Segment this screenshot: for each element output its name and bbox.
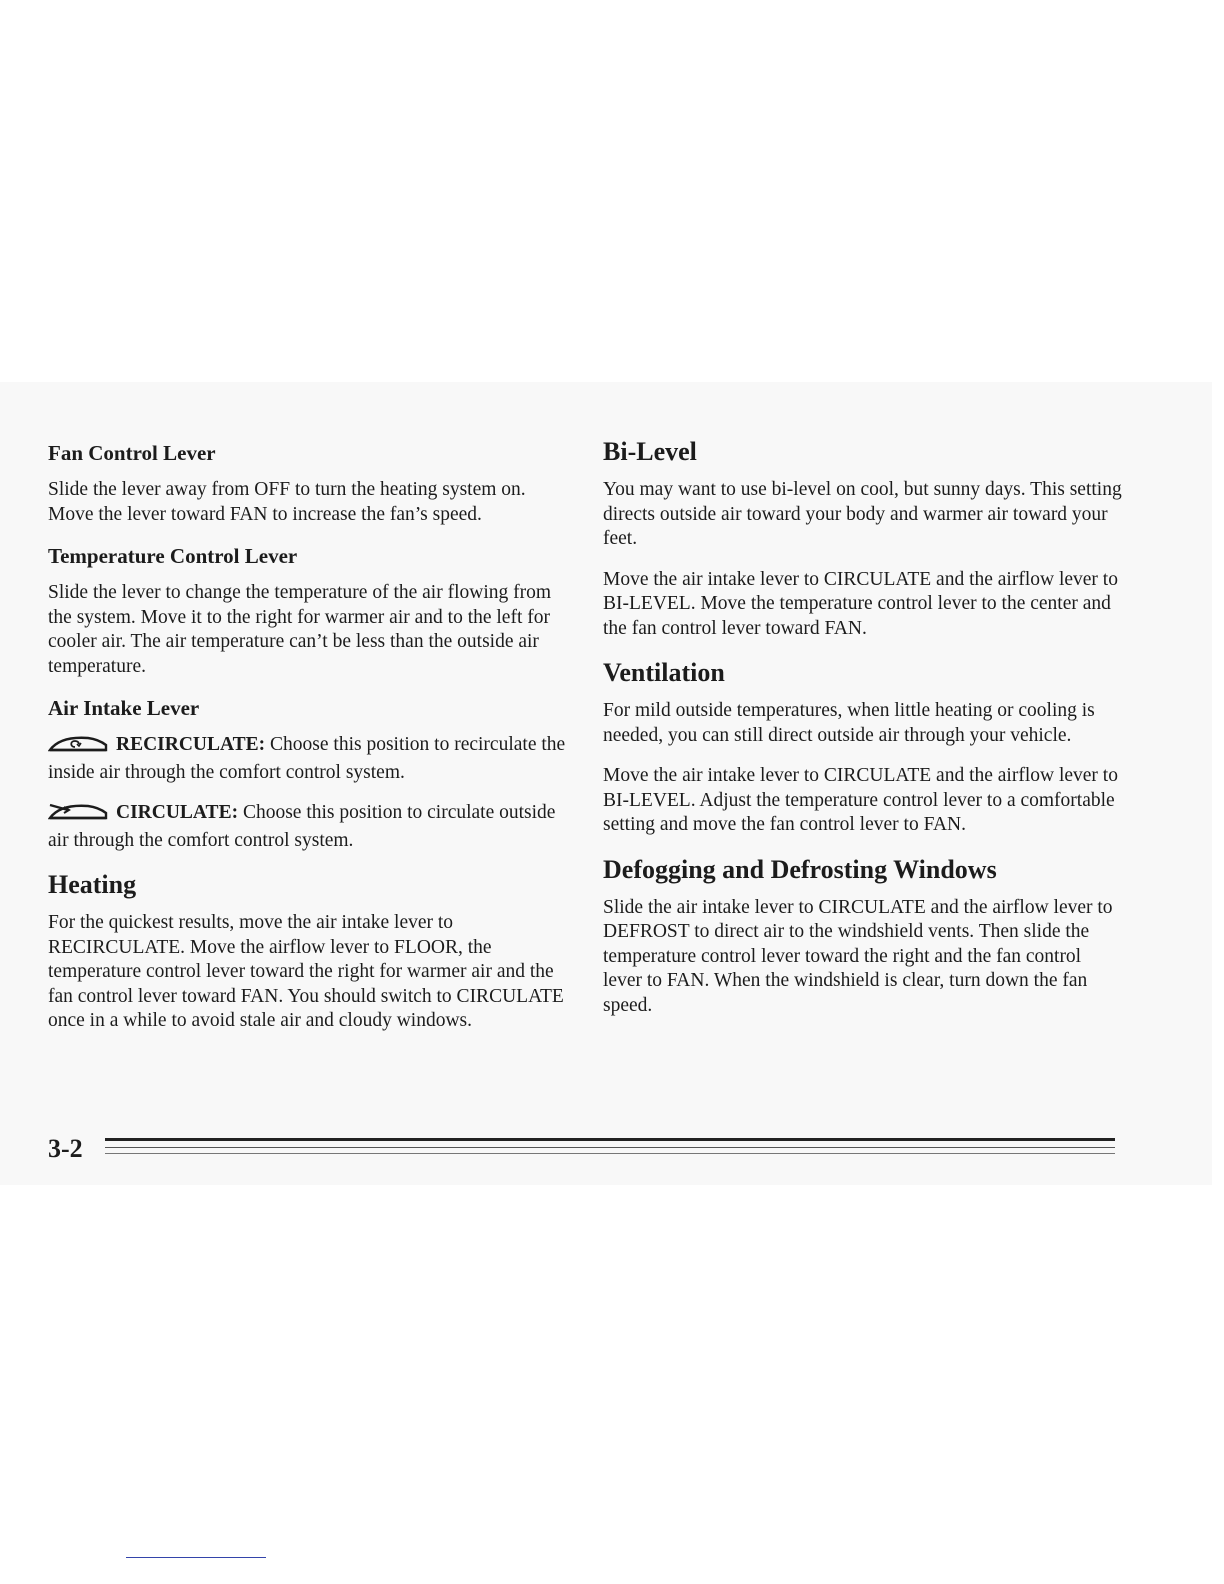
circulate-text: Choose this position to circulate outside air through the comfort control system. [48, 802, 556, 851]
footer-rule-thin [105, 1147, 1115, 1148]
recirculate-text: Choose this position to recirculate the inside air through the comfort control system. [48, 734, 566, 783]
left-column [48, 440, 568, 1050]
page-number: 3-2 [48, 1134, 83, 1163]
fan-control-text: Slide the lever away from OFF to turn the heating system on. Move the lever toward FAN to increase the fan’s speed. [48, 479, 526, 525]
temperature-control-heading: Temperature Control Lever [48, 544, 298, 568]
air-intake-heading: Air Intake Lever [48, 696, 200, 720]
section-bilevel [603, 436, 1123, 641]
fan-control-heading: Fan Control Lever [48, 441, 216, 465]
recirculate-option [48, 733, 568, 785]
circulate-label: CIRCULATE: [116, 802, 239, 823]
heating-heading: Heating [48, 870, 137, 899]
heating-text: For the quickest results, move the air intake lever to RECIRCULATE. Move the airflow lever to FLOOR, the temperature control lever toward the right for warmer air and the fan control lever toward FAN. You should switch to CIRCULATE once in a while to avoid stale air and cloudy windows. [48, 912, 564, 1031]
footer-rule-thick [105, 1138, 1115, 1141]
section-defogging [603, 854, 1123, 1019]
ventilation-text-2: Move the air intake lever to CIRCULATE and the airflow lever to BI-LEVEL. Adjust the temperature control lever to a comfortable setting and move the fan control lever to FAN. [603, 765, 1118, 835]
ventilation-heading: Ventilation [603, 658, 725, 687]
bilevel-text-1: You may want to use bi-level on cool, but sunny days. This setting directs outside air toward your body and warmer air toward your feet. [603, 479, 1122, 549]
right-column [603, 436, 1123, 1034]
bottom-link-underline [126, 1557, 266, 1558]
recirculate-label: RECIRCULATE: [116, 734, 266, 755]
circulate-icon [48, 801, 110, 829]
footer-rule-thin-lower [105, 1153, 1115, 1154]
bilevel-heading: Bi-Level [603, 437, 697, 466]
defogging-text: Slide the air intake lever to CIRCULATE and the airflow lever to DEFROST to direct air to the windshield vents. Then slide the temperature control lever toward the right and the fan control lever to FAN. When the windshield is clear, turn down the fan speed. [603, 896, 1113, 1016]
bilevel-text-2: Move the air intake lever to CIRCULATE and the airflow lever to BI-LEVEL. Move the temperature control lever to the center and the fan control lever toward FAN. [603, 568, 1118, 639]
circulate-option [48, 801, 568, 853]
section-ventilation [603, 657, 1123, 838]
defogging-heading: Defogging and Defrosting Windows [603, 854, 997, 884]
section-heating [48, 869, 568, 1034]
section-fan-control [48, 440, 568, 527]
section-temperature-control [48, 543, 568, 679]
temperature-control-text: Slide the lever to change the temperature of the air flowing from the system. Move it to the right for warmer air and to the left for cooler air. The air temperature can’t be less than the outside air temperature. [48, 582, 552, 677]
ventilation-text-1: For mild outside temperatures, when little heating or cooling is needed, you can still direct outside air through your vehicle. [603, 700, 1095, 746]
section-air-intake [48, 695, 568, 853]
recirculate-icon [48, 735, 110, 761]
